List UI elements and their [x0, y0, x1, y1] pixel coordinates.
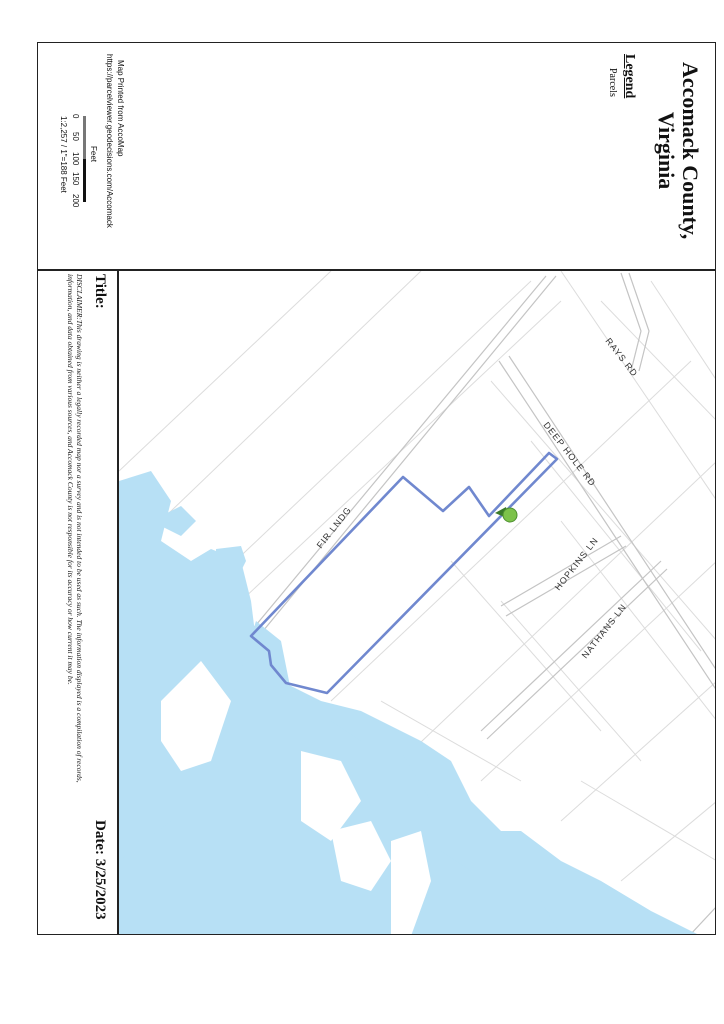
title-label: Title:	[92, 274, 108, 309]
road-label-deep-hole-rd: DEEP HOLE RD	[541, 420, 598, 489]
scale-tick-100: 100	[71, 152, 80, 166]
scale-tick-50: 50	[71, 132, 80, 141]
legend-heading: Legend	[622, 54, 637, 99]
scale-tick-0: 0	[71, 114, 80, 119]
scale-tick-200: 200	[71, 194, 80, 208]
road-label-nathans-ln: NATHANS LN	[579, 601, 629, 661]
scale-ratio: 1:2,257 / 1"=188 Feet	[59, 116, 68, 193]
county-title-line1: Accomack County,	[678, 62, 703, 240]
disclaimer-text: DISCLAIMER:This drawing is neither a legally recorded map nor a survey and is not intended to be used as such. The information displayed is a compilation of records, information, and data obtained from various sources, and Accomack County is not responsible for its accuracy or how current it may be.	[66, 274, 84, 783]
scale-bar-fill	[83, 116, 86, 159]
road-label-rays-rd: RAYS RD	[603, 336, 640, 379]
road-label-fir-lndg: FIR LNDG	[314, 504, 354, 551]
legend-item-parcels: Parcels	[607, 68, 618, 97]
printed-from-text: Map Printed from AccoMap	[116, 60, 125, 157]
date-label: Date: 3/25/2023	[92, 820, 108, 920]
scale-tick-150: 150	[71, 172, 80, 186]
printed-url-text: https://parcelviewer.geodecisions.com/Accomack	[105, 54, 114, 228]
county-title	[654, 62, 702, 239]
scale-unit-label: Feet	[89, 146, 98, 163]
map-svg	[119, 271, 716, 935]
map-canvas[interactable]	[118, 270, 716, 935]
county-title-line2: Virginia	[654, 111, 679, 190]
road-label-hopkins-ln: HOPKINS LN	[552, 535, 601, 593]
